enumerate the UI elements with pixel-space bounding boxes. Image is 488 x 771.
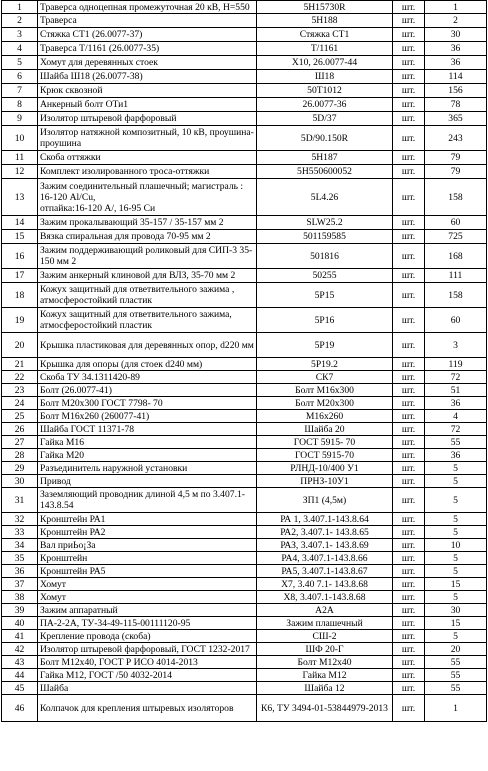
table-row bbox=[2, 333, 487, 358]
quantity: 111 bbox=[425, 269, 487, 283]
item-name: Шайба ГОСТ 11371-78 bbox=[38, 423, 257, 436]
item-name: Зажим поддерживающий роликовый для СИП-3 35-150 мм 2 bbox=[38, 244, 257, 269]
quantity: 51 bbox=[425, 384, 487, 397]
item-code: 50Т1012 bbox=[257, 84, 393, 98]
table-row bbox=[2, 565, 487, 578]
unit: шт. bbox=[393, 578, 425, 591]
unit: шт. bbox=[393, 358, 425, 371]
row-number: 25 bbox=[2, 410, 38, 423]
table-row bbox=[2, 14, 487, 28]
table-row bbox=[2, 630, 487, 643]
item-name: Крышка пластиковая для деревянных опор, d220 мм bbox=[38, 333, 257, 358]
item-name: Хомут для деревянных стоек bbox=[38, 56, 257, 70]
row-number: 3 bbox=[2, 28, 38, 42]
quantity: 55 bbox=[425, 656, 487, 669]
table-body bbox=[2, 1, 487, 722]
unit: шт. bbox=[393, 1, 425, 14]
item-name: Кожух защитный для ответвительного зажима, атмосферостойкий пластик bbox=[38, 308, 257, 333]
quantity: 55 bbox=[425, 436, 487, 449]
specification-table bbox=[1, 0, 487, 722]
item-name: Кронштейн bbox=[38, 552, 257, 565]
unit: шт. bbox=[393, 179, 425, 216]
table-row bbox=[2, 475, 487, 488]
table-row bbox=[2, 269, 487, 283]
item-code: SLW25.2 bbox=[257, 216, 393, 230]
row-number: 15 bbox=[2, 230, 38, 244]
quantity: 1 bbox=[425, 1, 487, 14]
table-row bbox=[2, 151, 487, 165]
row-number: 31 bbox=[2, 488, 38, 513]
table-row bbox=[2, 526, 487, 539]
item-code: ГОСТ 5915-70 bbox=[257, 449, 393, 462]
unit: шт. bbox=[393, 14, 425, 28]
item-name: Вал приЬо¡За bbox=[38, 539, 257, 552]
row-number: 46 bbox=[2, 695, 38, 722]
row-number: 19 bbox=[2, 308, 38, 333]
item-name: Крышка для опоры (для стоек d240 мм) bbox=[38, 358, 257, 371]
row-number: 10 bbox=[2, 126, 38, 151]
quantity: 3 bbox=[425, 333, 487, 358]
quantity: 15 bbox=[425, 617, 487, 630]
quantity: 36 bbox=[425, 397, 487, 410]
item-code: РА2, 3.407.1- 143.8.65 bbox=[257, 526, 393, 539]
quantity: 78 bbox=[425, 98, 487, 112]
item-name: Шайба bbox=[38, 682, 257, 695]
item-code: 5Н15730R bbox=[257, 1, 393, 14]
row-number: 34 bbox=[2, 539, 38, 552]
row-number: 41 bbox=[2, 630, 38, 643]
table-row bbox=[2, 1, 487, 14]
quantity: 5 bbox=[425, 475, 487, 488]
item-code: М16х260 bbox=[257, 410, 393, 423]
item-name: Болт М16х260 (260077-41) bbox=[38, 410, 257, 423]
item-code: РАЗ, 3.407.1- 143.8.69 bbox=[257, 539, 393, 552]
unit: шт. bbox=[393, 526, 425, 539]
table-row bbox=[2, 84, 487, 98]
item-name: Кронштейн РА1 bbox=[38, 513, 257, 526]
item-name: Изолятор штыревой фарфоровый, ГОСТ 1232-2017 bbox=[38, 643, 257, 656]
item-name: Крюк сквозной bbox=[38, 84, 257, 98]
row-number: 20 bbox=[2, 333, 38, 358]
row-number: 28 bbox=[2, 449, 38, 462]
item-code: Болт М16х300 bbox=[257, 384, 393, 397]
row-number: 38 bbox=[2, 591, 38, 604]
table-row bbox=[2, 283, 487, 308]
quantity: 5 bbox=[425, 462, 487, 475]
item-code: Зажим плашечный bbox=[257, 617, 393, 630]
table-row bbox=[2, 669, 487, 682]
item-name: Болт М12х40, ГОСТ Р ИСО 4014-2013 bbox=[38, 656, 257, 669]
row-number: 33 bbox=[2, 526, 38, 539]
row-number: 35 bbox=[2, 552, 38, 565]
quantity: 5 bbox=[425, 513, 487, 526]
quantity: 365 bbox=[425, 112, 487, 126]
table-row bbox=[2, 216, 487, 230]
unit: шт. bbox=[393, 617, 425, 630]
item-name: Траверса bbox=[38, 14, 257, 28]
unit: шт. bbox=[393, 488, 425, 513]
table-row bbox=[2, 423, 487, 436]
item-code: 5D/37 bbox=[257, 112, 393, 126]
unit: шт. bbox=[393, 384, 425, 397]
table-row bbox=[2, 410, 487, 423]
item-name: Гайка М20 bbox=[38, 449, 257, 462]
table-row bbox=[2, 397, 487, 410]
unit: шт. bbox=[393, 462, 425, 475]
quantity: 20 bbox=[425, 643, 487, 656]
row-number: 21 bbox=[2, 358, 38, 371]
table-row bbox=[2, 617, 487, 630]
row-number: 6 bbox=[2, 70, 38, 84]
item-name: Шайба Ш18 (26.0077-38) bbox=[38, 70, 257, 84]
row-number: 24 bbox=[2, 397, 38, 410]
unit: шт. bbox=[393, 539, 425, 552]
item-name: Зажим прокалывающий 35-157 / 35-157 мм 2 bbox=[38, 216, 257, 230]
row-number: 12 bbox=[2, 165, 38, 179]
row-number: 14 bbox=[2, 216, 38, 230]
item-code: А2А bbox=[257, 604, 393, 617]
quantity: 5 bbox=[425, 552, 487, 565]
table-row bbox=[2, 165, 487, 179]
item-name: Колпачок для крепления штыревых изоляторов bbox=[38, 695, 257, 722]
item-name: Скоба ТУ 34.1311420-89 bbox=[38, 371, 257, 384]
quantity: 156 bbox=[425, 84, 487, 98]
item-name: Разъединитель наружной установки bbox=[38, 462, 257, 475]
item-code: 5L4.26 bbox=[257, 179, 393, 216]
item-code: Х10, 26.0077-44 bbox=[257, 56, 393, 70]
unit: шт. bbox=[393, 591, 425, 604]
row-number: 32 bbox=[2, 513, 38, 526]
row-number: 8 bbox=[2, 98, 38, 112]
unit: шт. bbox=[393, 230, 425, 244]
table-row bbox=[2, 244, 487, 269]
table-row bbox=[2, 552, 487, 565]
quantity: 55 bbox=[425, 669, 487, 682]
item-code: ПРНЗ-10У1 bbox=[257, 475, 393, 488]
item-code: ШФ 20-Г bbox=[257, 643, 393, 656]
row-number: 23 bbox=[2, 384, 38, 397]
quantity: 1 bbox=[425, 695, 487, 722]
unit: шт. bbox=[393, 643, 425, 656]
item-code: Т/1161 bbox=[257, 42, 393, 56]
quantity: 10 bbox=[425, 539, 487, 552]
item-name: Заземляющий проводник длиной 4,5 м по 3.407.1-143.8.54 bbox=[38, 488, 257, 513]
item-code: 50255 bbox=[257, 269, 393, 283]
unit: шт. bbox=[393, 682, 425, 695]
item-name: Болт (26.0077-41) bbox=[38, 384, 257, 397]
item-name: Траверса Т/1161 (26.0077-35) bbox=[38, 42, 257, 56]
item-code: РА4, 3.407.1-143.8.66 bbox=[257, 552, 393, 565]
item-code: Шайба 12 bbox=[257, 682, 393, 695]
row-number: 45 bbox=[2, 682, 38, 695]
quantity: 15 bbox=[425, 578, 487, 591]
item-code: 26.0077-36 bbox=[257, 98, 393, 112]
item-code: 5Н188 bbox=[257, 14, 393, 28]
item-code: 5Н550600052 bbox=[257, 165, 393, 179]
quantity: 725 bbox=[425, 230, 487, 244]
unit: шт. bbox=[393, 28, 425, 42]
item-code: 5Р15 bbox=[257, 283, 393, 308]
item-name: Кронштейн РА5 bbox=[38, 565, 257, 578]
unit: шт. bbox=[393, 244, 425, 269]
table-row bbox=[2, 695, 487, 722]
item-name: Хомут bbox=[38, 578, 257, 591]
item-code: РА 1, 3.407.1-143.8.64 bbox=[257, 513, 393, 526]
row-number: 17 bbox=[2, 269, 38, 283]
table-row bbox=[2, 384, 487, 397]
table-row bbox=[2, 179, 487, 216]
unit: шт. bbox=[393, 436, 425, 449]
item-code: К6, ТУ 3494-01-53844979-2013 bbox=[257, 695, 393, 722]
item-code: СК7 bbox=[257, 371, 393, 384]
row-number: 40 bbox=[2, 617, 38, 630]
item-name: Привод bbox=[38, 475, 257, 488]
unit: шт. bbox=[393, 565, 425, 578]
item-code: СШ-2 bbox=[257, 630, 393, 643]
quantity: 158 bbox=[425, 283, 487, 308]
unit: шт. bbox=[393, 410, 425, 423]
quantity: 5 bbox=[425, 591, 487, 604]
item-code: РА5, 3.407.1-143.8.67 bbox=[257, 565, 393, 578]
item-code: Гайка М12 bbox=[257, 669, 393, 682]
table-row bbox=[2, 308, 487, 333]
table-row bbox=[2, 591, 487, 604]
unit: шт. bbox=[393, 126, 425, 151]
item-code: Стяжка СТ1 bbox=[257, 28, 393, 42]
row-number: 36 bbox=[2, 565, 38, 578]
item-name: Болт М20х300 ГОСТ 7798- 70 bbox=[38, 397, 257, 410]
item-name: Анкерный болт ОТи1 bbox=[38, 98, 257, 112]
row-number: 26 bbox=[2, 423, 38, 436]
item-name: Стяжка СТ1 (26.0077-37) bbox=[38, 28, 257, 42]
table-row bbox=[2, 682, 487, 695]
unit: шт. bbox=[393, 423, 425, 436]
quantity: 158 bbox=[425, 179, 487, 216]
row-number: 5 bbox=[2, 56, 38, 70]
row-number: 11 bbox=[2, 151, 38, 165]
item-code: 5Н187 bbox=[257, 151, 393, 165]
row-number: 22 bbox=[2, 371, 38, 384]
unit: шт. bbox=[393, 283, 425, 308]
table-row bbox=[2, 371, 487, 384]
unit: шт. bbox=[393, 669, 425, 682]
item-code: Х7, 3.40 7.1- 143.8.68 bbox=[257, 578, 393, 591]
item-code: Х8, 3.407.1-143.8.68 bbox=[257, 591, 393, 604]
row-number: 29 bbox=[2, 462, 38, 475]
quantity: 60 bbox=[425, 216, 487, 230]
table-row bbox=[2, 462, 487, 475]
quantity: 72 bbox=[425, 371, 487, 384]
table-row bbox=[2, 436, 487, 449]
quantity: 79 bbox=[425, 165, 487, 179]
unit: шт. bbox=[393, 42, 425, 56]
row-number: 13 bbox=[2, 179, 38, 216]
unit: шт. bbox=[393, 84, 425, 98]
quantity: 55 bbox=[425, 682, 487, 695]
item-name: Комплект изолированного троса-оттяжки bbox=[38, 165, 257, 179]
row-number: 18 bbox=[2, 283, 38, 308]
unit: шт. bbox=[393, 216, 425, 230]
unit: шт. bbox=[393, 56, 425, 70]
table-row bbox=[2, 643, 487, 656]
item-name: Вязка спиральная для провода 70-95 мм 2 bbox=[38, 230, 257, 244]
item-name: Кожух защитный для ответвительного зажима , атмосферостойкий пластик bbox=[38, 283, 257, 308]
quantity: 60 bbox=[425, 308, 487, 333]
table-row bbox=[2, 539, 487, 552]
quantity: 114 bbox=[425, 70, 487, 84]
unit: шт. bbox=[393, 475, 425, 488]
table-row bbox=[2, 656, 487, 669]
table-row bbox=[2, 98, 487, 112]
table-row bbox=[2, 112, 487, 126]
table-row bbox=[2, 449, 487, 462]
row-number: 1 bbox=[2, 1, 38, 14]
unit: шт. bbox=[393, 371, 425, 384]
unit: шт. bbox=[393, 112, 425, 126]
unit: шт. bbox=[393, 604, 425, 617]
item-name: Скоба оттяжки bbox=[38, 151, 257, 165]
item-name: ПА-2-2А, ТУ-34-49-115-00111120-95 bbox=[38, 617, 257, 630]
row-number: 43 bbox=[2, 656, 38, 669]
item-code: Шайба 20 bbox=[257, 423, 393, 436]
unit: шт. bbox=[393, 333, 425, 358]
unit: шт. bbox=[393, 98, 425, 112]
item-name: Зажим анкерный клиновой для ВЛЗ, 35-70 мм 2 bbox=[38, 269, 257, 283]
item-code: 5Р19 bbox=[257, 333, 393, 358]
item-name: Хомут bbox=[38, 591, 257, 604]
item-name: Гайка М16 bbox=[38, 436, 257, 449]
table-row bbox=[2, 513, 487, 526]
item-code: Болт М20х300 bbox=[257, 397, 393, 410]
item-code: ГОСТ 5915- 70 bbox=[257, 436, 393, 449]
table-row bbox=[2, 42, 487, 56]
unit: шт. bbox=[393, 269, 425, 283]
item-code: РЛНД-10/400 У1 bbox=[257, 462, 393, 475]
item-name: Траверса одноцепная промежуточная 20 кВ, Н=550 bbox=[38, 1, 257, 14]
item-name: Зажим соединительный плашечный; магистраль : 16-120 Al/Cu, отпайка:16-120 А/, 16-95 Си bbox=[38, 179, 257, 216]
unit: шт. bbox=[393, 552, 425, 565]
row-number: 27 bbox=[2, 436, 38, 449]
quantity: 36 bbox=[425, 449, 487, 462]
item-code: Болт М12х40 bbox=[257, 656, 393, 669]
item-code: 501159585 bbox=[257, 230, 393, 244]
table-row bbox=[2, 56, 487, 70]
quantity: 36 bbox=[425, 56, 487, 70]
row-number: 9 bbox=[2, 112, 38, 126]
unit: шт. bbox=[393, 513, 425, 526]
quantity: 72 bbox=[425, 423, 487, 436]
table-row bbox=[2, 578, 487, 591]
item-code: 5D/90.150R bbox=[257, 126, 393, 151]
row-number: 44 bbox=[2, 669, 38, 682]
quantity: 5 bbox=[425, 565, 487, 578]
item-code: 5Р19.2 bbox=[257, 358, 393, 371]
table-row bbox=[2, 358, 487, 371]
item-code: Ш18 bbox=[257, 70, 393, 84]
quantity: 5 bbox=[425, 630, 487, 643]
row-number: 4 bbox=[2, 42, 38, 56]
quantity: 30 bbox=[425, 28, 487, 42]
item-name: Гайка М12, ГОСТ /50 4032-2014 bbox=[38, 669, 257, 682]
unit: шт. bbox=[393, 630, 425, 643]
unit: шт. bbox=[393, 165, 425, 179]
unit: шт. bbox=[393, 397, 425, 410]
unit: шт. bbox=[393, 151, 425, 165]
table-row bbox=[2, 488, 487, 513]
quantity: 119 bbox=[425, 358, 487, 371]
item-code: 5Р16 bbox=[257, 308, 393, 333]
item-name: Зажим аппаратный bbox=[38, 604, 257, 617]
row-number: 16 bbox=[2, 244, 38, 269]
item-name: Изолятор натяжной композитный, 10 кВ, проушина-проушина bbox=[38, 126, 257, 151]
quantity: 168 bbox=[425, 244, 487, 269]
table-row bbox=[2, 70, 487, 84]
unit: шт. bbox=[393, 656, 425, 669]
item-name: Изолятор штыревой фарфоровый bbox=[38, 112, 257, 126]
table-row bbox=[2, 28, 487, 42]
item-name: Кронштейн РА2 bbox=[38, 526, 257, 539]
row-number: 30 bbox=[2, 475, 38, 488]
quantity: 243 bbox=[425, 126, 487, 151]
quantity: 5 bbox=[425, 488, 487, 513]
unit: шт. bbox=[393, 70, 425, 84]
item-name: Крепление провода (скоба) bbox=[38, 630, 257, 643]
unit: шт. bbox=[393, 449, 425, 462]
table-row bbox=[2, 604, 487, 617]
table-row bbox=[2, 126, 487, 151]
row-number: 2 bbox=[2, 14, 38, 28]
row-number: 7 bbox=[2, 84, 38, 98]
item-code: ЗП1 (4,5м) bbox=[257, 488, 393, 513]
table-row bbox=[2, 230, 487, 244]
item-code: 501816 bbox=[257, 244, 393, 269]
unit: шт. bbox=[393, 308, 425, 333]
quantity: 5 bbox=[425, 526, 487, 539]
quantity: 2 bbox=[425, 14, 487, 28]
quantity: 79 bbox=[425, 151, 487, 165]
row-number: 37 bbox=[2, 578, 38, 591]
quantity: 4 bbox=[425, 410, 487, 423]
unit: шт. bbox=[393, 695, 425, 722]
row-number: 42 bbox=[2, 643, 38, 656]
row-number: 39 bbox=[2, 604, 38, 617]
quantity: 30 bbox=[425, 604, 487, 617]
quantity: 36 bbox=[425, 42, 487, 56]
